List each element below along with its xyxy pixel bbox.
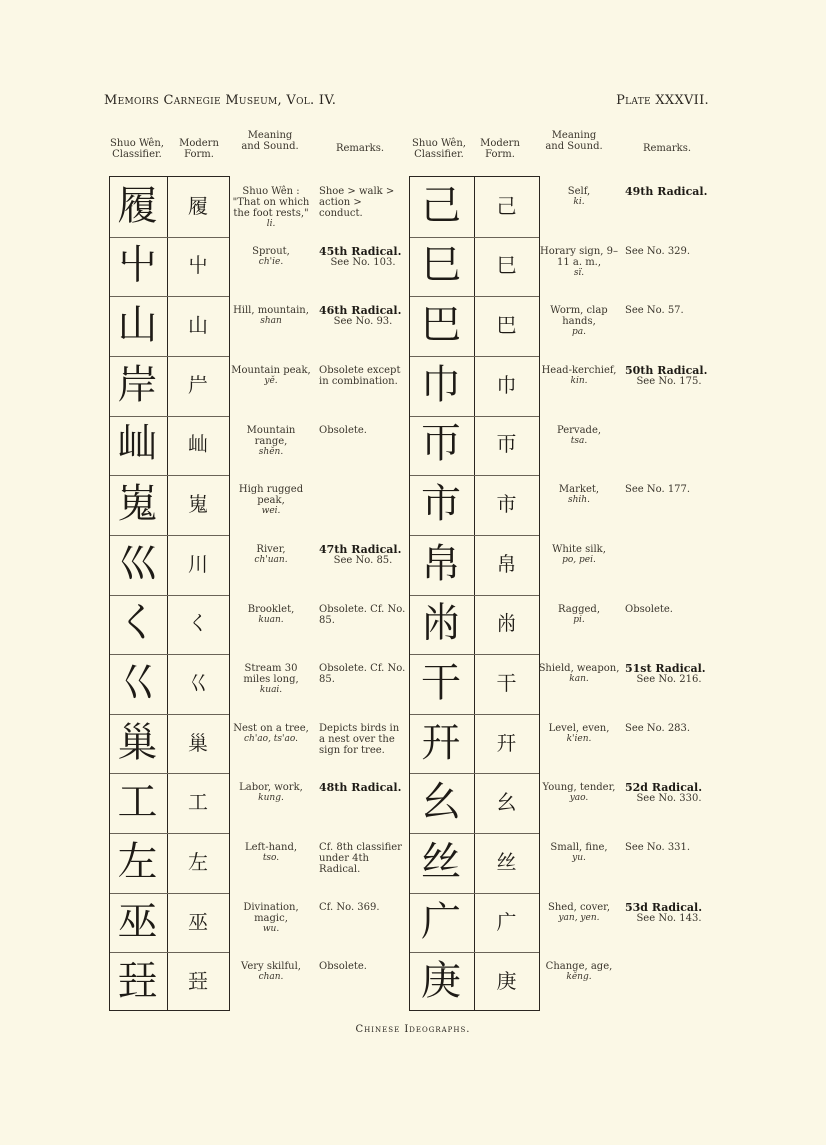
remarks-cell: [625, 305, 713, 316]
colhead-classifier-right: Shuo Wên, Classifier.: [412, 138, 466, 160]
radical-number: 49th Radical.: [625, 185, 708, 198]
meaning-cell: [230, 425, 312, 458]
modern-character: 川: [188, 551, 208, 576]
meaning-cell: [230, 782, 312, 804]
meaning-text: Shield, weapon,: [538, 663, 620, 675]
remarks-cell: [625, 604, 713, 615]
meaning-text: Market,: [558, 484, 600, 496]
colhead-meaning-right: Meaning and Sound.: [545, 130, 603, 152]
row-divider: [410, 714, 539, 715]
meaning-cell: [538, 663, 620, 685]
meaning-text: Horary sign, 9–11 a. m.,: [540, 245, 618, 268]
meaning-text: Mountain peak,: [231, 364, 311, 376]
remark-text: See No. 57.: [625, 305, 684, 317]
meaning-cell: [538, 425, 620, 447]
sound-text: yĕ.: [264, 375, 278, 386]
modern-character: 嵬: [188, 492, 208, 517]
meaning-cell: [230, 842, 312, 864]
remarks-cell: [625, 186, 713, 197]
remarks-cell: [319, 544, 407, 566]
meaning-text: White silk,: [552, 543, 606, 555]
meaning-text: Left-hand,: [244, 842, 298, 854]
remarks-cell: [319, 365, 407, 387]
modern-character: 庚: [496, 969, 517, 994]
meaning-cell: [538, 902, 620, 924]
meaning-cell: [230, 902, 312, 935]
seal-character: 干: [421, 659, 461, 706]
meaning-cell: [230, 544, 312, 566]
meaning-cell: [538, 246, 620, 279]
seal-character: 己: [421, 182, 461, 229]
row-divider: [410, 595, 539, 596]
seal-character: 幺: [421, 779, 461, 826]
meaning-text: Shed, cover,: [547, 901, 611, 913]
row-divider: [110, 833, 229, 834]
remarks-cell: [625, 365, 713, 387]
modern-character: 帛: [496, 551, 517, 576]
modern-character: 己: [496, 193, 517, 218]
row-divider: [410, 237, 539, 238]
meaning-text: Young, tender,: [542, 782, 616, 794]
running-header: Memoirs Carnegie Museum, Vol. IV.: [104, 93, 337, 108]
row-divider: [410, 893, 539, 894]
modern-character: 巾: [496, 372, 517, 397]
row-divider: [110, 893, 229, 894]
meaning-text: Shuo Wên : "That on which the foot rests,": [232, 186, 310, 219]
remark-text: Cf. 8th classifier under 4th Radical.: [319, 842, 402, 876]
radical-number: 45th Radical.: [319, 244, 402, 258]
row-divider: [110, 356, 229, 357]
seal-character: 市: [421, 481, 461, 528]
sound-text: kuai.: [259, 685, 283, 696]
row-divider: [110, 416, 229, 417]
remark-text: See No. 331.: [625, 842, 691, 854]
meaning-cell: [230, 484, 312, 517]
meaning-cell: [538, 305, 620, 338]
meaning-text: Brooklet,: [247, 603, 295, 615]
sound-text: kĕng.: [566, 972, 592, 983]
remark-text: Obsolete.: [319, 961, 367, 973]
remarks-cell: [625, 842, 713, 853]
row-divider: [110, 654, 229, 655]
modern-character: 左: [188, 849, 208, 874]
row-divider: [110, 535, 229, 536]
meaning-text: Divination, magic,: [243, 901, 299, 924]
row-divider: [410, 535, 539, 536]
remark-text: See No. 329.: [625, 245, 691, 257]
meaning-cell: [230, 305, 312, 327]
meaning-text: Nest on a tree,: [233, 722, 309, 734]
seal-character: 巳: [421, 242, 461, 289]
sound-text: sï.: [573, 267, 585, 278]
sound-text: kuan.: [258, 614, 284, 625]
meaning-text: Pervade,: [556, 424, 602, 436]
seal-character: 嵬: [117, 481, 158, 528]
remarks-cell: [319, 604, 407, 626]
sound-text: pa.: [572, 327, 586, 338]
seal-character: 庚: [421, 958, 461, 1005]
seal-character: 屾: [117, 421, 158, 468]
row-divider: [110, 237, 229, 238]
seal-character: 岸: [117, 361, 158, 408]
modern-character: 巜: [188, 670, 208, 695]
modern-character: 工: [188, 790, 208, 815]
sound-text: ch'ao, ts'ao.: [243, 733, 298, 744]
remarks-cell: [319, 842, 407, 875]
radical-number: 46th Radical.: [319, 304, 402, 318]
row-divider: [410, 475, 539, 476]
remarks-cell: [319, 782, 407, 793]
meaning-cell: [230, 246, 312, 268]
modern-character: 丝: [496, 849, 517, 874]
row-divider: [110, 773, 229, 774]
meaning-text: Very skilful,: [241, 961, 301, 973]
remark-text: Shoe > walk > action > conduct.: [319, 186, 395, 219]
meaning-text: Change, age,: [545, 961, 613, 973]
seal-character: 巢: [117, 719, 158, 766]
row-divider: [110, 296, 229, 297]
modern-character: 干: [496, 670, 517, 695]
remark-text: See No. 93.: [333, 316, 393, 328]
modern-character: く: [188, 611, 208, 636]
meaning-text: Sprout,: [252, 245, 290, 257]
sound-text: kin.: [570, 375, 588, 386]
remark-text: See No. 85.: [333, 554, 393, 566]
seal-character: 丝: [421, 838, 461, 885]
modern-character: 巢: [188, 730, 208, 755]
meaning-cell: [538, 842, 620, 864]
sound-text: pi.: [573, 614, 585, 625]
remarks-cell: [625, 902, 713, 924]
remark-text: Obsolete.: [319, 424, 367, 436]
remarks-cell: [625, 484, 713, 495]
sound-text: ch'ie.: [258, 256, 284, 267]
meaning-cell: [230, 604, 312, 626]
radical-number: 50th Radical.: [625, 363, 708, 377]
meaning-cell: [230, 723, 312, 745]
seal-character: く: [117, 600, 158, 647]
remarks-cell: [625, 723, 713, 734]
meaning-text: River,: [256, 543, 286, 555]
seal-character: 巴: [421, 302, 461, 349]
seal-character: 屮: [117, 242, 158, 289]
meaning-text: Mountain range,: [246, 424, 296, 447]
colhead-classifier-left: Shuo Wên, Classifier.: [110, 138, 164, 160]
modern-character: 山: [188, 313, 208, 338]
meaning-text: Ragged,: [557, 603, 601, 615]
sound-text: tso.: [262, 853, 280, 864]
sound-text: tsa.: [570, 435, 588, 446]
seal-character: 巾: [421, 361, 461, 408]
meaning-cell: [230, 186, 312, 230]
remark-text: Obsolete except in combination.: [319, 364, 401, 387]
radical-number: 51st Radical.: [625, 662, 706, 676]
remarks-cell: [319, 246, 407, 268]
meaning-cell: [230, 663, 312, 696]
modern-character: 巫: [188, 909, 208, 934]
row-divider: [410, 952, 539, 953]
remark-text: Obsolete.: [625, 603, 673, 615]
modern-character: 市: [496, 492, 517, 517]
sound-text: wei.: [261, 506, 281, 517]
row-divider: [110, 475, 229, 476]
modern-character: 㠭: [188, 969, 208, 994]
grid-divider: [474, 177, 475, 1010]
remark-text: Obsolete. Cf. No. 85.: [319, 603, 406, 626]
sound-text: yan, yen.: [558, 912, 600, 923]
sound-text: ch'uan.: [254, 554, 288, 565]
remarks-cell: [625, 246, 713, 257]
meaning-text: Small, fine,: [550, 842, 608, 854]
remarks-cell: [319, 663, 407, 685]
seal-character: 㠭: [117, 958, 158, 1005]
meaning-text: Worm, clap hands,: [550, 305, 608, 328]
meaning-cell: [538, 723, 620, 745]
row-divider: [110, 595, 229, 596]
meaning-text: Self,: [567, 186, 591, 197]
seal-character: 履: [117, 182, 158, 229]
remarks-cell: [319, 425, 407, 436]
sound-text: kung.: [258, 793, 284, 804]
seal-character: 巛: [117, 540, 158, 587]
row-divider: [410, 356, 539, 357]
sound-text: kan.: [569, 674, 589, 685]
sound-text: po, pei.: [562, 554, 596, 565]
plate-number: Plate XXXVII.: [616, 93, 709, 108]
seal-character: 山: [117, 302, 158, 349]
plate-caption: Chinese Ideographs.: [355, 1024, 471, 1035]
sound-text: yu.: [572, 853, 586, 864]
sound-text: ki.: [573, 197, 585, 207]
modern-character: 帀: [496, 432, 517, 457]
sound-text: k'ien.: [566, 733, 592, 744]
colhead-remarks-left: Remarks.: [335, 143, 385, 154]
seal-character: 左: [117, 838, 158, 885]
seal-character: 幵: [421, 719, 461, 766]
row-divider: [410, 416, 539, 417]
meaning-cell: [538, 484, 620, 506]
remark-text: See No. 330.: [636, 793, 702, 805]
sound-text: shĕn.: [258, 446, 284, 457]
remarks-cell: [625, 663, 713, 685]
remarks-cell: [319, 961, 407, 972]
sound-text: shih.: [568, 495, 590, 506]
sound-text: shan: [260, 316, 282, 327]
modern-character: 屾: [188, 432, 208, 457]
meaning-text: Hill, mountain,: [233, 305, 309, 317]
meaning-text: Stream 30 miles long,: [243, 663, 299, 686]
meaning-cell: [538, 544, 620, 566]
meaning-cell: [230, 961, 312, 983]
colhead-remarks-right: Remarks.: [642, 143, 692, 154]
meaning-cell: [538, 961, 620, 983]
meaning-cell: [538, 782, 620, 804]
meaning-cell: [538, 604, 620, 626]
meaning-cell: [538, 186, 620, 208]
modern-character: 巴: [496, 313, 517, 338]
meaning-text: Labor, work,: [239, 782, 303, 794]
row-divider: [110, 952, 229, 953]
modern-character: 巳: [496, 253, 517, 278]
remarks-cell: [319, 305, 407, 327]
remarks-cell: [319, 723, 407, 756]
modern-character: 屮: [188, 253, 208, 278]
seal-character: 巫: [117, 898, 158, 945]
meaning-text: High rugged peak,: [238, 484, 304, 507]
modern-character: 屵: [188, 372, 208, 397]
colhead-modern-right: Modern Form.: [480, 138, 520, 160]
radical-number: 52d Radical.: [625, 781, 703, 795]
radical-number: 53d Radical.: [625, 900, 703, 914]
grid-divider: [167, 177, 168, 1010]
remark-text: See No. 103.: [330, 256, 396, 268]
meaning-cell: [538, 365, 620, 387]
remark-text: Depicts birds in a nest over the sign for tree.: [319, 722, 400, 756]
remark-text: Obsolete. Cf. No. 85.: [319, 663, 406, 686]
colhead-modern-left: Modern Form.: [179, 138, 219, 160]
seal-character: 巜: [117, 659, 158, 706]
remark-text: See No. 216.: [636, 674, 702, 686]
seal-character: 帀: [421, 421, 461, 468]
radical-number: 48th Radical.: [319, 781, 402, 795]
colhead-meaning-left: Meaning and Sound.: [241, 130, 299, 152]
remark-text: See No. 177.: [625, 484, 691, 496]
sound-text: yao.: [569, 793, 589, 804]
modern-character: 㡀: [496, 611, 517, 636]
remark-text: See No. 283.: [625, 722, 691, 734]
sound-text: chan.: [258, 972, 284, 983]
remark-text: See No. 175.: [636, 375, 702, 387]
seal-character: 帛: [421, 540, 461, 587]
remark-text: See No. 143.: [636, 912, 702, 924]
radical-number: 47th Radical.: [319, 542, 402, 556]
modern-character: 幺: [496, 790, 517, 815]
remark-text: Cf. No. 369.: [319, 901, 380, 913]
seal-character: 广: [421, 898, 461, 945]
seal-character: 工: [117, 779, 158, 826]
meaning-cell: [230, 365, 312, 387]
modern-character: 履: [188, 193, 208, 218]
remarks-cell: [625, 782, 713, 804]
row-divider: [410, 654, 539, 655]
row-divider: [410, 296, 539, 297]
row-divider: [410, 833, 539, 834]
meaning-text: Head-kerchief,: [541, 364, 617, 376]
sound-text: li.: [266, 219, 276, 229]
row-divider: [410, 773, 539, 774]
row-divider: [110, 714, 229, 715]
modern-character: 幵: [496, 730, 517, 755]
sound-text: wu.: [262, 923, 280, 934]
meaning-text: Level, even,: [548, 722, 610, 734]
modern-character: 广: [496, 909, 517, 934]
seal-character: 㡀: [421, 600, 461, 647]
remarks-cell: [319, 186, 407, 219]
remarks-cell: [319, 902, 407, 913]
